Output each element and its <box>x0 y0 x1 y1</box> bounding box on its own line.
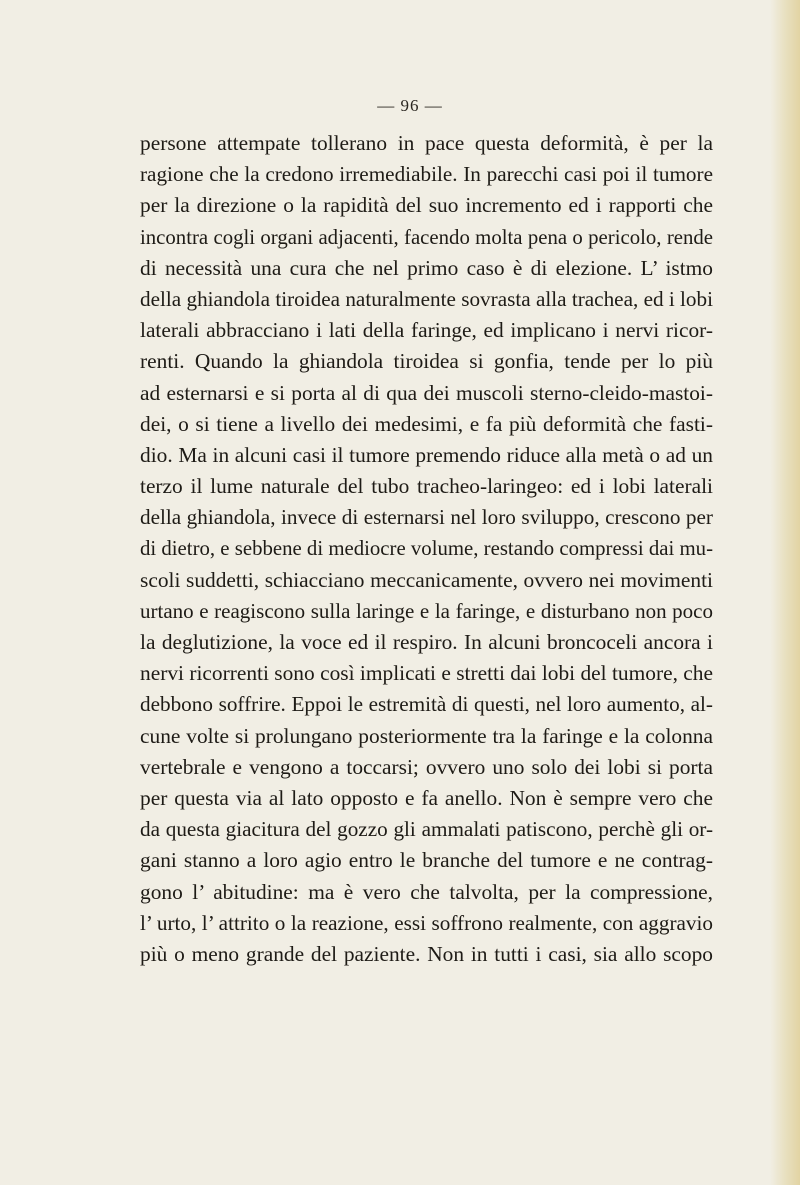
text-line: incontra cogli organi adjacenti, facendo molta pena o pericolo, rende <box>140 225 713 249</box>
text-line: la deglutizione, la voce ed il respiro. In alcuni broncoceli ancora i <box>140 630 713 654</box>
body-text <box>140 128 713 970</box>
text-line: della ghiandola, invece di esternarsi nel loro sviluppo, crescono per <box>140 505 713 530</box>
text-line: l’ urto, l’ attrito o la reazione, essi soffrono realmente, con aggravio <box>140 910 713 935</box>
text-line: ad esternarsi e si porta al di qua dei muscoli sterno-cleido-mastoi- <box>140 380 713 405</box>
text-line: debbono soffrire. Eppoi le estremità di questi, nel loro aumento, al- <box>140 692 713 717</box>
text-line: scoli suddetti, schiacciano meccanicamente, ovvero nei movimenti <box>140 567 713 592</box>
text-line: terzo il lume naturale del tubo tracheo-laringeo: ed i lobi laterali <box>140 474 713 499</box>
text-line: persone attempate tollerano in pace questa deformità, è per la <box>140 131 713 155</box>
text-line: ragione che la credono irremediabile. In parecchi casi poi il tumore <box>140 162 713 187</box>
text-line: dio. Ma in alcuni casi il tumore premendo riduce alla metà o ad un <box>140 442 713 467</box>
text-line: renti. Quando la ghiandola tiroidea si gonfia, tende per lo più <box>140 349 713 374</box>
text-line: da questa giacitura del gozzo gli ammalati patiscono, perchè gli or- <box>140 817 713 842</box>
text-line: gani stanno a loro agio entro le branche del tumore e ne contrag- <box>140 848 713 873</box>
text-line: dei, o si tiene a livello dei medesimi, e fa più deformità che fasti- <box>140 411 713 436</box>
text-line: urtano e reagiscono sulla laringe e la faringe, e disturbano non poco <box>140 598 713 623</box>
text-line: vertebrale e vengono a toccarsi; ovvero uno solo dei lobi si porta <box>140 754 713 779</box>
text-line: più o meno grande del paziente. Non in tutti i casi, sia allo scopo <box>140 941 713 966</box>
page-number: — 96 — <box>377 96 443 115</box>
text-line: nervi ricorrenti sono così implicati e stretti dai lobi del tumore, che <box>140 661 713 686</box>
text-line: di necessità una cura che nel primo caso è di elezione. L’ istmo <box>140 255 713 280</box>
text-line: della ghiandola tiroidea naturalmente sovrasta alla trachea, ed i lobi <box>140 286 713 311</box>
text-line: per la direzione o la rapidità del suo incremento ed i rapporti che <box>140 193 713 218</box>
text-line: gono l’ abitudine: ma è vero che talvolta, per la compressione, <box>140 879 713 904</box>
text-line: laterali abbracciano i lati della faringe, ed implicano i nervi ricor- <box>140 318 713 343</box>
text-line: di dietro, e sebbene di mediocre volume, restando compressi dai mu- <box>140 537 713 561</box>
text-line: per questa via al lato opposto e fa anello. Non è sempre vero che <box>140 785 713 810</box>
text-line: cune volte si prolungano posteriormente tra la faringe e la colonna <box>140 723 713 748</box>
